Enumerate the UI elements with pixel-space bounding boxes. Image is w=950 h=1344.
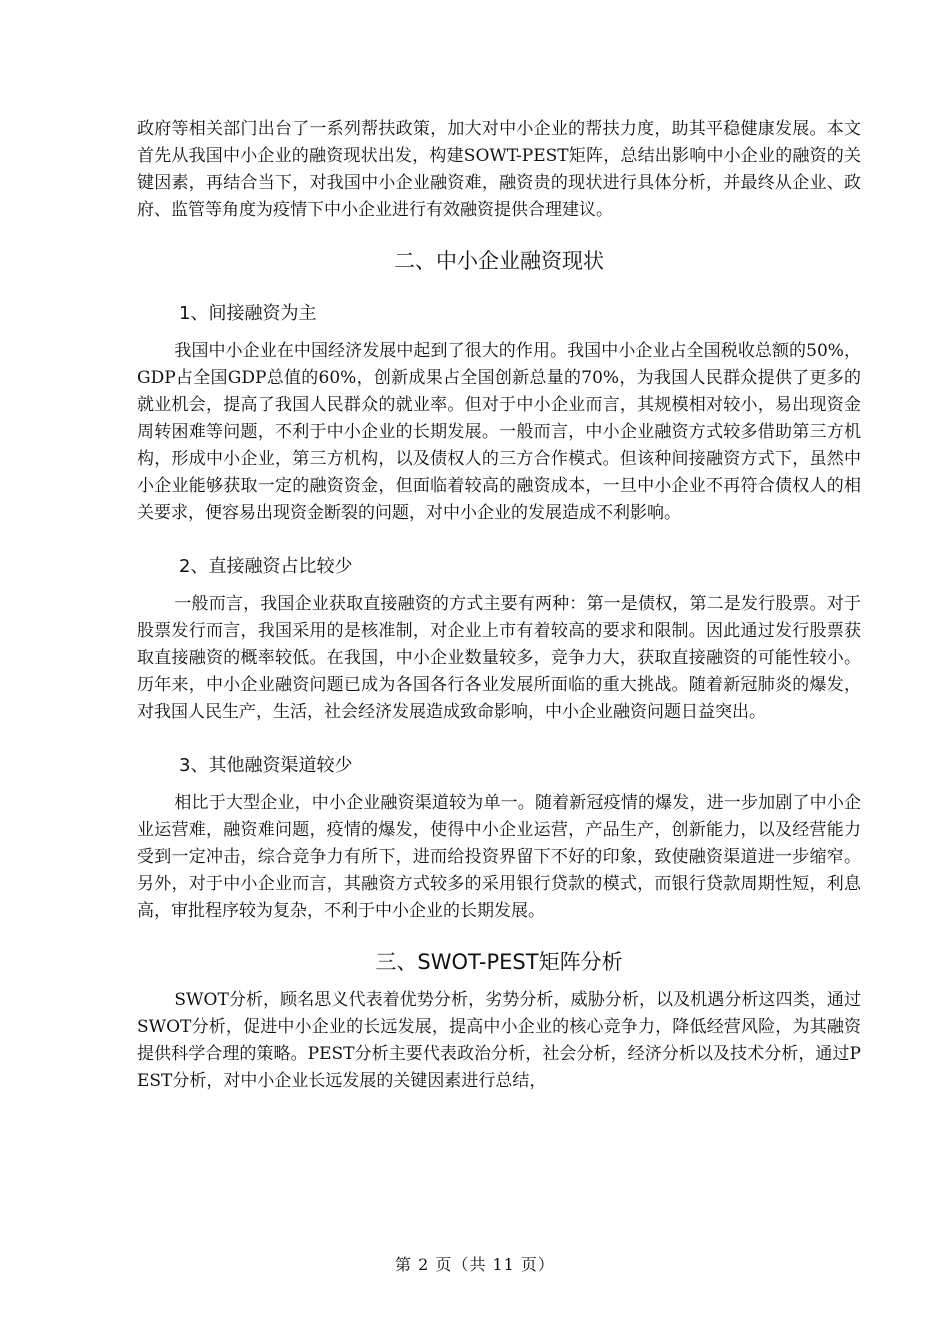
- subsection-1-heading: 1、间接融资为主: [179, 303, 317, 324]
- subsection-3-paragraph: 相比于大型企业，中小企业融资渠道较为单一。随着新冠疫情的爆发，进一步加剧了中小企业运营难，融资难问题，疫情的爆发，使得中小企业运营，产品生产，创新能力，以及经营能力受到一定冲击，综合竞争力有所下，进而给投资界留下不好的印象，致使融资渠道进一步缩窄。另外，对于中小企业而言，其融资方式较多的采用银行贷款的模式，而银行贷款周期性短，利息高，审批程序较为复杂，不利于中小企业的长期发展。: [137, 793, 861, 921]
- subsection-2-heading: 2、直接融资占比较少: [179, 556, 353, 577]
- document-body: [137, 116, 861, 1095]
- page-number-footer: 第 2 页（共 11 页）: [395, 1255, 555, 1274]
- subsection-2-paragraph: 一般而言，我国企业获取直接融资的方式主要有两种：第一是债权，第二是发行股票。对于股票发行而言，我国采用的是核准制，对企业上市有着较高的要求和限制。因此通过发行股票获取直接融资的概率较低。在我国，中小企业数量较多，竞争力大，获取直接融资的可能性较小。历年来，中小企业融资问题已成为各国各行各业发展所面临的重大挑战。随着新冠肺炎的爆发，对我国人民生产，生活，社会经济发展造成致命影响，中小企业融资问题日益突出。: [137, 594, 861, 722]
- section-2-heading: 二、中小企业融资现状: [394, 249, 604, 273]
- intro-paragraph: 政府等相关部门出台了一系列帮扶政策，加大对中小企业的帮扶力度，助其平稳健康发展。本文首先从我国中小企业的融资现状出发，构建SOWT-PEST矩阵，总结出影响中小企业的融资的关键因素，再结合当下，对我国中小企业融资难，融资贵的现状进行具体分析，并最终从企业、政府、监管等角度为疫情下中小企业进行有效融资提供合理建议。: [137, 119, 861, 220]
- subsection-3-heading: 3、其他融资渠道较少: [179, 755, 353, 776]
- subsection-1-paragraph: 我国中小企业在中国经济发展中起到了很大的作用。我国中小企业占全国税收总额的50%，GDP占全国GDP总值的60%，创新成果占全国创新总量的70%，为我国人民群众提供了更多的就业机会，提高了我国人民群众的就业率。但对于中小企业而言，其规模相对较小，易出现资金周转困难等问题，不利于中小企业的长期发展。一般而言，中小企业融资方式较多借助第三方机构，形成中小企业，第三方机构，以及债权人的三方合作模式。但该种间接融资方式下，虽然中小企业能够获取一定的融资资金，但面临着较高的融资成本，一旦中小企业不再符合债权人的相关要求，便容易出现资金断裂的问题，对中小企业的发展造成不利影响。: [137, 341, 861, 523]
- section-3-heading: 三、SWOT-PEST矩阵分析: [375, 950, 623, 974]
- section-3-paragraph: SWOT分析，顾名思义代表着优势分析，劣势分析，威胁分析，以及机遇分析这四类，通过SWOT分析，促进中小企业的长远发展，提高中小企业的核心竞争力，降低经营风险，为其融资提供科学合理的策略。PEST分析主要代表政治分析，社会分析，经济分析以及技术分析，通过PEST分析，对中小企业长远发展的关键因素进行总结，: [137, 990, 861, 1091]
